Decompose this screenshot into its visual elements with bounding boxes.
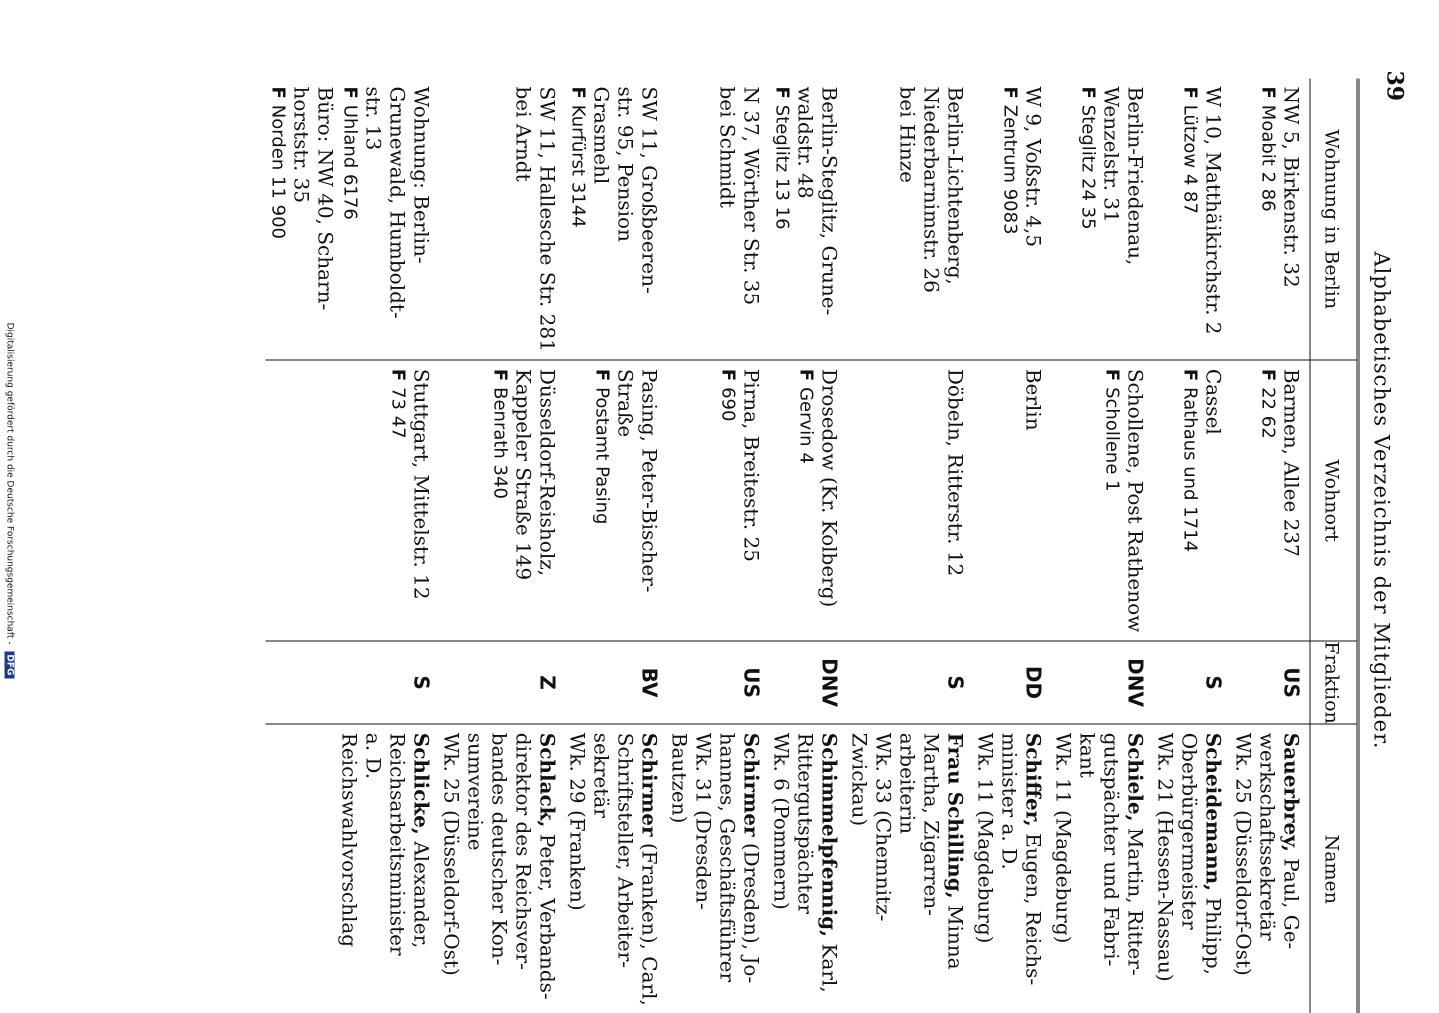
name-first-line <box>739 732 763 1005</box>
wohnort-line: Stuttgart, Mittelstr. 12 <box>409 368 433 600</box>
cell-berlin <box>1153 78 1231 360</box>
telephone-prefix: F <box>489 368 510 381</box>
name-first-line <box>1123 732 1147 1005</box>
table-header-row <box>1310 78 1358 1013</box>
table-row <box>1051 78 1153 1013</box>
telephone <box>337 86 361 351</box>
wohnort-line: Döbeln, Ritterstr. 12 <box>943 368 967 576</box>
cell-berlin <box>439 78 565 360</box>
cell-fraktion: US <box>1231 640 1310 724</box>
members-table-body <box>265 78 1310 1013</box>
member-detail-line: minister a. D. <box>997 732 1021 870</box>
name-first-line <box>409 732 433 1005</box>
member-detail-line: hannes, Geschäftsführer <box>715 732 739 982</box>
name-first-line <box>1279 732 1303 1005</box>
table-row <box>847 78 973 1013</box>
telephone-number: Steglitz 24 35 <box>1077 104 1098 230</box>
cell-fraktion: Z <box>439 640 565 724</box>
table-row <box>973 78 1051 1013</box>
column-header-berlin: Wohnung in Berlin <box>1310 78 1358 360</box>
telephone <box>589 368 613 631</box>
member-detail-line: Alexander, <box>409 840 433 948</box>
wohnort-line: Düsseldorf-Reisholz, <box>535 368 559 576</box>
member-detail-line: Philipp, <box>1201 897 1225 975</box>
member-name: Schimmelpfennig, <box>817 732 841 937</box>
cell-namen <box>1051 724 1153 1013</box>
wohnort-line: Barmen, Allee 237 <box>1279 368 1303 557</box>
table-row <box>265 78 439 1013</box>
telephone-number: 22 62 <box>1257 386 1278 439</box>
berlin-address-line: Wohnung: Berlin- <box>409 86 433 264</box>
cell-wohnort <box>1153 360 1231 640</box>
telephone <box>265 86 289 351</box>
wohnort-line: Schollene, Post Rathenow <box>1123 368 1147 632</box>
cell-namen <box>565 724 667 1013</box>
wohnort-line: Drosedow (Kr. Kolberg) <box>817 368 841 607</box>
cell-wohnort <box>973 360 1051 640</box>
berlin-address-line: Berlin-Lichtenberg, <box>943 86 967 285</box>
name-first-line <box>535 732 559 1005</box>
cell-namen <box>847 724 973 1013</box>
berlin-address-line: Niederbarnimstr. 26 <box>919 86 943 293</box>
telephone-prefix: F <box>795 368 816 381</box>
cell-wohnort <box>667 360 769 640</box>
cell-wohnort <box>439 360 565 640</box>
member-detail-line: Wk. 29 (Franken) <box>565 732 589 911</box>
berlin-address-line: bei Arndt <box>511 86 535 182</box>
cell-fraktion: DD <box>973 640 1051 724</box>
wohnort-line: Pasing, Peter-Bischer- <box>637 368 661 593</box>
cell-berlin <box>667 78 769 360</box>
wohnort-line: Kappeler Straße 149 <box>511 368 535 580</box>
member-name: Schlicke, <box>409 732 433 835</box>
berlin-address-line: bei Schmidt <box>715 86 739 208</box>
member-detail-line: sumvereine <box>463 732 487 851</box>
berlin-address-line: Wenzelstr. 31 <box>1099 86 1123 223</box>
telephone-number: Schollene 1 <box>1101 386 1122 492</box>
telephone-prefix: F <box>387 368 408 381</box>
berlin-address-line: Grunewald, Humboldt- <box>385 86 409 319</box>
cell-fraktion: DNV <box>1051 640 1153 724</box>
telephone-number: Norden 11 900 <box>267 104 288 239</box>
telephone <box>1255 86 1279 351</box>
cell-berlin <box>1231 78 1310 360</box>
telephone-prefix: F <box>1179 86 1200 99</box>
cell-namen <box>1231 724 1310 1013</box>
berlin-address-line: Berlin-Steglitz, Grune- <box>817 86 841 315</box>
berlin-office-address-line: horststr. 35 <box>289 86 313 203</box>
telephone-prefix: F <box>1257 368 1278 381</box>
cell-wohnort <box>1231 360 1310 640</box>
table-row <box>769 78 847 1013</box>
name-first-line <box>943 732 967 1005</box>
cell-wohnort <box>847 360 973 640</box>
member-name: Sauerbrey, <box>1279 732 1303 852</box>
name-first-line <box>1201 732 1225 1005</box>
telephone-number: Zentrum 9083 <box>999 104 1020 235</box>
telephone-prefix: F <box>339 86 360 99</box>
member-detail-line: arbeiterin <box>895 732 919 834</box>
member-name: Schlack, <box>535 732 559 827</box>
member-detail-line: Wk. 11 (Magdeburg) <box>1051 732 1075 943</box>
telephone <box>1177 368 1201 631</box>
berlin-address-line: bei Hinze <box>895 86 919 183</box>
table-row <box>565 78 667 1013</box>
footer-text: Digitalisierung gefördert durch die Deutsche Forschungsgemeinschaft - <box>4 322 14 644</box>
telephone <box>1177 86 1201 351</box>
cell-namen <box>769 724 847 1013</box>
member-detail-line: Wk. 11 (Magdeburg) <box>973 732 997 943</box>
member-detail-line: Paul, Ge- <box>1279 857 1303 949</box>
telephone <box>715 368 739 631</box>
telephone <box>1075 86 1099 351</box>
wohnort-line: Cassel <box>1201 368 1225 435</box>
telephone <box>487 368 511 631</box>
digitization-footer <box>4 0 14 1000</box>
member-detail-line: direktor des Reichsver- <box>511 732 535 970</box>
berlin-address-line: Berlin-Friedenau, <box>1123 86 1147 265</box>
member-detail-line: Wk. 21 (Hessen-Nassau) <box>1153 732 1177 982</box>
telephone-prefix: F <box>771 86 792 99</box>
berlin-address-line: W 10, Matthäikirchstr. 2 <box>1201 86 1225 335</box>
cell-namen <box>1153 724 1231 1013</box>
table-row <box>667 78 769 1013</box>
cell-berlin <box>565 78 667 360</box>
telephone-number: 690 <box>717 386 738 421</box>
member-detail-line: Oberbürgermeister <box>1177 732 1201 930</box>
wohnort-line: Pirna, Breitestr. 25 <box>739 368 763 562</box>
column-header-namen: Namen <box>1310 724 1358 1013</box>
telephone-number: Uhland 6176 <box>339 104 360 220</box>
telephone-number: 73 47 <box>387 386 408 439</box>
column-header-wohnort: Wohnort <box>1310 360 1358 640</box>
berlin-address-line: waldstr. 48 <box>793 86 817 199</box>
telephone-number: Rathaus und 1714 <box>1179 386 1200 552</box>
wohnort-line: Straße <box>613 368 637 437</box>
cell-namen <box>265 724 439 1013</box>
member-detail-line: Minna <box>943 904 967 970</box>
member-detail-line: Schriftsteller, Arbeiter- <box>613 732 637 968</box>
table-row <box>1231 78 1310 1013</box>
member-detail-line: kant <box>1075 732 1099 778</box>
page-heading: Alphabetisches Verzeichnis der Mitglieder. <box>1369 250 1393 750</box>
member-detail-line: Rittergutspächter <box>793 732 817 914</box>
cell-fraktion: US <box>667 640 769 724</box>
cell-berlin <box>847 78 973 360</box>
member-detail-line: (Dresden), Jo- <box>739 842 763 983</box>
name-first-line <box>637 732 661 1005</box>
cell-wohnort <box>565 360 667 640</box>
cell-namen <box>667 724 769 1013</box>
member-name: Frau Schilling, <box>943 732 967 899</box>
telephone <box>769 86 793 351</box>
name-first-line <box>1021 732 1045 1005</box>
member-detail-line: Karl, <box>817 943 841 993</box>
berlin-address-line: str. 13 <box>361 86 385 150</box>
telephone-prefix: F <box>1101 368 1122 381</box>
cell-berlin <box>769 78 847 360</box>
telephone-number: Benrath 340 <box>489 386 510 499</box>
telephone-number: Gervin 4 <box>795 386 816 464</box>
member-name: Scheidemann, <box>1201 732 1225 891</box>
cell-fraktion: S <box>847 640 973 724</box>
berlin-office-address-line: Büro: NW 40, Scharn- <box>313 86 337 310</box>
cell-berlin <box>265 78 439 360</box>
cell-fraktion: S <box>265 640 439 724</box>
cell-fraktion: S <box>1153 640 1231 724</box>
telephone-prefix: F <box>591 368 612 381</box>
cell-namen <box>973 724 1051 1013</box>
member-name: Schirmer <box>739 732 763 837</box>
cell-berlin <box>973 78 1051 360</box>
page-number: 39 <box>1381 70 1407 101</box>
dfg-logo: DFG <box>4 651 14 678</box>
berlin-address-line: SW 11, Hallesche Str. 281 <box>535 86 559 352</box>
member-detail-line: a. D. <box>361 732 385 779</box>
telephone-prefix: F <box>1077 86 1098 99</box>
member-name: Schiffer, <box>1021 732 1045 827</box>
telephone-number: Moabit 2 86 <box>1257 104 1278 212</box>
cell-wohnort <box>1051 360 1153 640</box>
berlin-address-line: N 37, Wörther Str. 35 <box>739 86 763 305</box>
member-name: Schiele, <box>1123 732 1147 822</box>
berlin-address-line: SW 11, Großbeeren- <box>637 86 661 294</box>
telephone-prefix: F <box>1257 86 1278 99</box>
telephone-prefix: F <box>717 368 738 381</box>
berlin-address-line: Grasmehl <box>589 86 613 184</box>
member-detail-line: Eugen, Reichs- <box>1021 832 1045 985</box>
member-detail-line: werkschaftssekretär <box>1255 732 1279 941</box>
telephone-number: Kurfürst 3144 <box>567 104 588 228</box>
telephone <box>385 368 409 631</box>
wohnort-line: Berlin <box>1021 368 1045 431</box>
cell-namen <box>439 724 565 1013</box>
cell-wohnort <box>265 360 439 640</box>
member-detail-line: Wk. 25 (Düsseldorf-Ost) <box>1231 732 1255 976</box>
telephone <box>1255 368 1279 631</box>
telephone-prefix: F <box>1179 368 1200 381</box>
cell-wohnort <box>769 360 847 640</box>
member-detail-line: Wk. 25 (Düsseldorf-Ost) <box>439 732 463 976</box>
telephone <box>565 86 589 351</box>
telephone-prefix: F <box>267 86 288 99</box>
cell-berlin <box>1051 78 1153 360</box>
member-detail-line: sekretär <box>589 732 613 818</box>
member-detail-line: bandes deutscher Kon- <box>487 732 511 965</box>
member-detail-line: Reichswahlvorschlag <box>337 732 361 947</box>
cell-fraktion: BV <box>565 640 667 724</box>
member-detail-line: Zwickau) <box>847 732 871 826</box>
berlin-address-line: str. 95, Pension <box>613 86 637 242</box>
telephone-prefix: F <box>999 86 1020 99</box>
table-row <box>439 78 565 1013</box>
member-detail-line: gutspächter und Fabri- <box>1099 732 1123 966</box>
name-first-line <box>817 732 841 1005</box>
telephone-prefix: F <box>567 86 588 99</box>
member-detail-line: Wk. 6 (Pommern) <box>769 732 793 910</box>
members-table <box>265 78 1359 1013</box>
telephone <box>793 368 817 631</box>
column-header-fraktion: Fraktion <box>1310 640 1358 724</box>
member-detail-line: Reichsarbeitsminister <box>385 732 409 956</box>
member-name: Schirmer <box>637 732 661 837</box>
table-row <box>1153 78 1231 1013</box>
telephone-number: Lützow 4 87 <box>1179 104 1200 214</box>
member-detail-line: Wk. 33 (Chemnitz- <box>871 732 895 921</box>
member-detail-line: Wk. 31 (Dresden- <box>691 732 715 910</box>
telephone-number: Steglitz 13 16 <box>771 104 792 230</box>
telephone <box>1099 368 1123 631</box>
member-detail-line: Bautzen) <box>667 732 691 823</box>
member-detail-line: Martha, Zigarren- <box>919 732 943 916</box>
telephone <box>997 86 1021 351</box>
telephone-number: Postamt Pasing <box>591 386 612 524</box>
member-detail-line: Peter, Verbands- <box>535 833 559 1000</box>
member-detail-line: (Franken), Carl, <box>637 842 661 1006</box>
member-detail-line: Martin, Ritter- <box>1123 827 1147 976</box>
cell-fraktion: DNV <box>769 640 847 724</box>
berlin-address-line: NW 5, Birkenstr. 32 <box>1279 86 1303 288</box>
berlin-address-line: W 9, Voßstr. 4,5 <box>1021 86 1045 247</box>
